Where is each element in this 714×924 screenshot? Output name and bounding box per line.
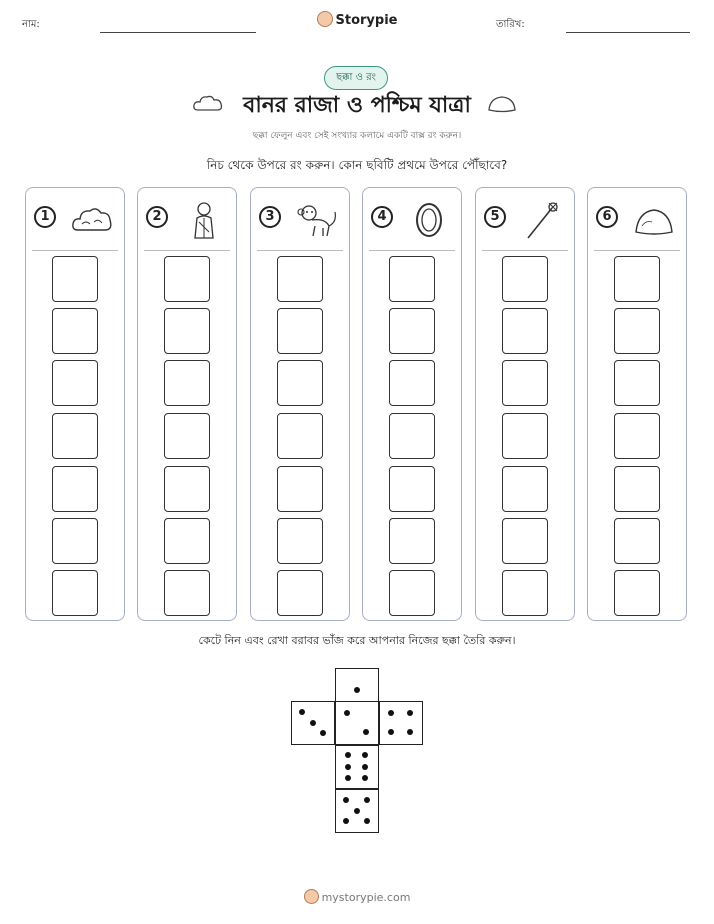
color-box[interactable]	[502, 308, 548, 354]
die-face-6	[335, 745, 379, 789]
die-pip	[363, 729, 369, 735]
color-box[interactable]	[389, 256, 435, 302]
color-box[interactable]	[389, 518, 435, 564]
footer: mystorypie.com	[0, 889, 714, 904]
die-pip	[362, 775, 368, 781]
category-badge: ছক্কা ও রং	[324, 66, 388, 90]
color-box[interactable]	[277, 256, 323, 302]
cut-instruction: কেটে নিন এবং রেখা বরাবর ভাঁজ করে আপনার নিজের ছক্কা তৈরি করুন।	[198, 634, 516, 647]
color-box[interactable]	[502, 360, 548, 406]
column-divider	[369, 250, 455, 251]
die-face-3	[291, 701, 335, 745]
column-number: 5	[484, 206, 506, 228]
color-box[interactable]	[502, 570, 548, 616]
color-box[interactable]	[389, 360, 435, 406]
color-box[interactable]	[277, 413, 323, 459]
name-label: নাম:	[22, 19, 40, 30]
column-6	[587, 187, 687, 621]
die-pip	[345, 775, 351, 781]
die-pip	[388, 729, 394, 735]
page-title: বানর রাজা ও পশ্চিম যাত্রা	[243, 93, 471, 118]
color-box[interactable]	[164, 570, 210, 616]
color-box[interactable]	[502, 256, 548, 302]
color-box[interactable]	[614, 256, 660, 302]
color-box[interactable]	[277, 570, 323, 616]
die-pip	[364, 797, 370, 803]
die-pip	[299, 709, 305, 715]
color-box[interactable]	[389, 413, 435, 459]
color-box[interactable]	[502, 518, 548, 564]
monk-icon	[182, 200, 226, 240]
color-box[interactable]	[277, 360, 323, 406]
column-number: 6	[596, 206, 618, 228]
color-box[interactable]	[164, 466, 210, 512]
die-pip	[407, 729, 413, 735]
column-divider	[482, 250, 568, 251]
staff-icon	[520, 200, 564, 240]
die-pip	[343, 818, 349, 824]
die-pip	[344, 710, 350, 716]
brand-logo: Storypie	[0, 11, 714, 28]
monkey-icon	[295, 200, 339, 240]
name-line[interactable]	[100, 32, 256, 33]
color-box[interactable]	[614, 413, 660, 459]
color-box[interactable]	[164, 256, 210, 302]
column-number: 1	[34, 206, 56, 228]
die-pip	[345, 764, 351, 770]
column-divider	[32, 250, 118, 251]
cloud-icon	[70, 200, 114, 240]
die-pip	[362, 752, 368, 758]
die-pip	[364, 818, 370, 824]
color-box[interactable]	[389, 570, 435, 616]
color-box[interactable]	[164, 413, 210, 459]
ring-icon	[407, 200, 451, 240]
color-box[interactable]	[389, 308, 435, 354]
column-divider	[594, 250, 680, 251]
column-1	[25, 187, 125, 621]
column-4	[362, 187, 462, 621]
rock-icon	[632, 200, 676, 240]
column-divider	[257, 250, 343, 251]
color-box[interactable]	[277, 308, 323, 354]
column-number: 4	[371, 206, 393, 228]
column-divider	[144, 250, 230, 251]
color-box[interactable]	[614, 308, 660, 354]
color-box[interactable]	[52, 256, 98, 302]
die-face-5	[335, 789, 379, 833]
color-box[interactable]	[164, 518, 210, 564]
color-box[interactable]	[52, 360, 98, 406]
column-number: 3	[259, 206, 281, 228]
column-2	[137, 187, 237, 621]
die-pip	[388, 710, 394, 716]
die-pip	[354, 687, 360, 693]
die-pip	[320, 730, 326, 736]
subtitle: ছক্কা ফেলুন এবং সেই সংখ্যার কলামে একটি বাক্স রং করুন।	[252, 131, 462, 141]
color-box[interactable]	[52, 466, 98, 512]
color-box[interactable]	[614, 360, 660, 406]
die-pip	[362, 764, 368, 770]
color-box[interactable]	[389, 466, 435, 512]
color-box[interactable]	[502, 466, 548, 512]
die-face-4	[379, 701, 423, 745]
die-face-2	[335, 701, 379, 745]
color-box[interactable]	[52, 570, 98, 616]
die-pip	[354, 808, 360, 814]
color-box[interactable]	[502, 413, 548, 459]
storypie-logo-icon	[304, 889, 319, 904]
color-box[interactable]	[52, 413, 98, 459]
color-box[interactable]	[164, 308, 210, 354]
color-box[interactable]	[52, 308, 98, 354]
rock-icon	[486, 92, 518, 114]
column-3	[250, 187, 350, 621]
color-box[interactable]	[614, 518, 660, 564]
storypie-logo-icon	[317, 11, 333, 27]
die-pip	[407, 710, 413, 716]
date-line[interactable]	[566, 32, 690, 33]
color-box[interactable]	[277, 466, 323, 512]
color-box[interactable]	[164, 360, 210, 406]
color-box[interactable]	[614, 466, 660, 512]
color-box[interactable]	[277, 518, 323, 564]
date-label: তারিখ:	[496, 19, 525, 30]
column-number: 2	[146, 206, 168, 228]
die-pip	[343, 797, 349, 803]
color-box[interactable]	[52, 518, 98, 564]
instruction: নিচ থেকে উপরে রং করুন। কোন ছবিটি প্রথমে উপরে পৌঁছাবে?	[206, 158, 508, 172]
die-pip	[310, 720, 316, 726]
color-box[interactable]	[614, 570, 660, 616]
column-5	[475, 187, 575, 621]
die-pip	[345, 752, 351, 758]
